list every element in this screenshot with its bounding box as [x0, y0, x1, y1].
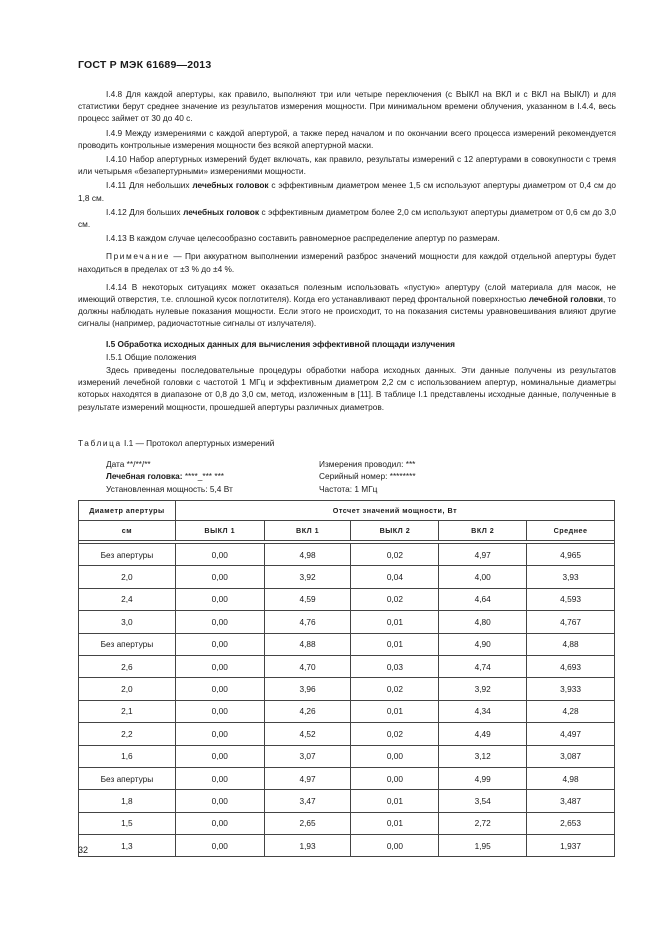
meta-operator: Измерения проводил: ***: [319, 459, 416, 469]
cell-value: 0,02: [351, 544, 439, 566]
cell-value: 4,97: [264, 767, 351, 789]
cell-value: 0,00: [175, 723, 264, 745]
cell-value: 0,03: [351, 655, 439, 677]
cell-value: 0,00: [175, 767, 264, 789]
protocol-meta-left: [106, 458, 233, 495]
cell-value: 4,49: [439, 723, 527, 745]
cell-value: 4,64: [439, 588, 527, 610]
header-readings: Отсчет значений мощности, Вт: [175, 501, 614, 521]
paragraph-i-4-12: [78, 206, 616, 230]
cell-value: 4,97: [439, 544, 527, 566]
cell-value: 3,93: [527, 566, 615, 588]
cell-diameter: Без апертуры: [79, 633, 176, 655]
term-bold: лечебных головок: [183, 206, 259, 217]
paragraph-i-4-11: [78, 179, 616, 203]
cell-value: 4,767: [527, 611, 615, 633]
cell-value: 4,00: [439, 566, 527, 588]
cell-diameter: 1,3: [79, 835, 176, 857]
cell-value: 0,00: [351, 745, 439, 767]
cell-value: 0,00: [175, 678, 264, 700]
cell-value: 0,00: [351, 835, 439, 857]
cell-value: 4,965: [527, 544, 615, 566]
cell-diameter: 2,6: [79, 655, 176, 677]
cell-value: 4,98: [264, 544, 351, 566]
meta-serial: Серийный номер: ********: [319, 471, 416, 482]
cell-value: 0,00: [175, 633, 264, 655]
section-heading: I.5 Обработка исходных данных для вычисления эффективной площади излучения: [106, 338, 455, 349]
text-fragment: I.4.12 Для больших: [106, 206, 184, 217]
cell-value: 3,54: [439, 790, 527, 812]
cell-value: 1,93: [264, 835, 351, 857]
protocol-meta-right: [319, 458, 416, 495]
table-row: [79, 655, 615, 677]
table-body: [79, 544, 615, 857]
paragraph-i-4-13: I.4.13 В каждом случае целесообразно составить равномерное распределение апертур по размерам.: [106, 233, 500, 244]
subsection-heading: I.5.1 Общие положения: [106, 351, 197, 362]
cell-value: 0,00: [175, 835, 264, 857]
cell-diameter: 1,8: [79, 790, 176, 812]
cell-value: 4,693: [527, 655, 615, 677]
cell-value: 0,02: [351, 723, 439, 745]
cell-value: 0,02: [351, 678, 439, 700]
body-text: [78, 88, 616, 415]
cell-value: 0,00: [351, 767, 439, 789]
cell-value: 4,34: [439, 700, 527, 722]
paragraph-i-4-14: [78, 281, 616, 330]
cell-value: 0,01: [351, 812, 439, 834]
cell-value: 0,00: [175, 655, 264, 677]
text-fragment: с эффективным диаметром менее 1,5 см используют апертуры диаметром от 0,4 см до 1,8 см.: [78, 180, 616, 203]
aperture-table: [78, 500, 615, 857]
cell-diameter: 2,0: [79, 678, 176, 700]
table-header-row: [79, 501, 615, 521]
subheader-unit: см: [79, 521, 176, 541]
cell-value: 4,59: [264, 588, 351, 610]
cell-value: 4,74: [439, 655, 527, 677]
meta-power: Установленная мощность: 5,4 Вт: [106, 483, 233, 494]
table-label: Таблица: [78, 438, 122, 448]
meta-frequency: Частота: 1 МГц: [319, 483, 378, 494]
cell-value: 3,96: [264, 678, 351, 700]
cell-value: 0,02: [351, 588, 439, 610]
table-row: [79, 678, 615, 700]
cell-diameter: 2,0: [79, 566, 176, 588]
text-fragment: , то должны наблюдать нулевые показания мощности. Если этого не происходит, то на показания системы уравновешивания влияют другие сигналы (например, радиочастотные сигналы от излучателя).: [78, 294, 616, 329]
cell-value: 4,497: [527, 723, 615, 745]
cell-value: 0,00: [175, 611, 264, 633]
cell-value: 4,76: [264, 611, 351, 633]
cell-value: 4,99: [439, 767, 527, 789]
table-row: [79, 588, 615, 610]
cell-diameter: 2,1: [79, 700, 176, 722]
cell-value: 3,07: [264, 745, 351, 767]
cell-value: 2,653: [527, 812, 615, 834]
cell-value: 1,95: [439, 835, 527, 857]
note-label: Примечание: [106, 251, 171, 262]
cell-value: 4,70: [264, 655, 351, 677]
table-subheader-row: [79, 521, 615, 541]
text-fragment: с эффективным диаметром более 2,0 см используют апертуры диаметром от 0,6 см до 3,0 см.: [78, 206, 617, 230]
term-bold: лечебных головок: [192, 180, 269, 191]
cell-diameter: 2,2: [79, 723, 176, 745]
cell-value: 3,487: [527, 790, 615, 812]
cell-value: 0,04: [351, 566, 439, 588]
subheader-off1: ВЫКЛ 1: [175, 521, 264, 541]
cell-value: 0,01: [351, 790, 439, 812]
table-row: [79, 790, 615, 812]
cell-value: 4,26: [264, 700, 351, 722]
table-row: [79, 633, 615, 655]
cell-value: 0,00: [175, 588, 264, 610]
cell-value: 3,92: [264, 566, 351, 588]
subheader-mean: Среднее: [527, 521, 615, 541]
table-row: [79, 812, 615, 834]
table-row: [79, 544, 615, 566]
cell-value: 4,90: [439, 633, 527, 655]
text-fragment: I.4.11 Для небольших: [106, 180, 193, 191]
document-header: ГОСТ Р МЭК 61689—2013: [78, 59, 212, 71]
table-caption: I.1 — Протокол апертурных измерений: [121, 438, 275, 448]
cell-value: 0,00: [175, 745, 264, 767]
cell-diameter: 3,0: [79, 611, 176, 633]
table-row: [79, 566, 615, 588]
cell-diameter: Без апертуры: [79, 767, 176, 789]
cell-value: 4,593: [527, 588, 615, 610]
table-row: [79, 700, 615, 722]
cell-value: 0,01: [351, 611, 439, 633]
cell-value: 2,65: [264, 812, 351, 834]
cell-value: 0,01: [351, 633, 439, 655]
paragraph-i-4-10: I.4.10 Набор апертурных измерений будет включать, как правило, результаты измерений с 12 апертурами в совокупности с тремя или четырьмя «безапертурными» измерениями мощности.: [78, 154, 616, 177]
table-title: [78, 438, 274, 448]
table-row: [79, 723, 615, 745]
cell-value: 0,01: [351, 700, 439, 722]
table-row: [79, 611, 615, 633]
cell-value: 2,72: [439, 812, 527, 834]
header-diameter: Диаметр апертуры: [79, 501, 176, 521]
cell-value: 3,12: [439, 745, 527, 767]
meta-date: Дата **/**/**: [106, 459, 151, 469]
cell-value: 0,00: [175, 566, 264, 588]
table-row: [79, 835, 615, 857]
meta-head-label: Лечебная головка:: [106, 471, 183, 482]
page-number: 32: [78, 845, 89, 855]
cell-value: 4,28: [527, 700, 615, 722]
subheader-on1: ВКЛ 1: [264, 521, 351, 541]
paragraph-i-4-9: I.4.9 Между измерениями с каждой апертурой, а также перед началом и по окончании всего процесса измерений рекомендуется проводить контрольные измерения мощности без всякой апертурной маски.: [78, 127, 616, 150]
note: [78, 250, 616, 274]
cell-value: 3,933: [527, 678, 615, 700]
meta-head: [106, 470, 233, 482]
subheader-on2: ВКЛ 2: [439, 521, 527, 541]
cell-value: 0,00: [175, 700, 264, 722]
cell-diameter: 1,6: [79, 745, 176, 767]
cell-value: 4,88: [264, 633, 351, 655]
cell-value: 3,47: [264, 790, 351, 812]
subheader-off2: ВЫКЛ 2: [351, 521, 439, 541]
cell-value: 1,937: [527, 835, 615, 857]
table-row: [79, 767, 615, 789]
cell-value: 4,98: [527, 767, 615, 789]
cell-diameter: 2,4: [79, 588, 176, 610]
cell-diameter: 1,5: [79, 812, 176, 834]
term-bold: лечебной головки: [528, 294, 604, 305]
table-row: [79, 745, 615, 767]
cell-value: 4,80: [439, 611, 527, 633]
text-fragment: I.4.14 В некоторых ситуациях может оказаться полезным использовать «пустую» апертуру (слой материала для масок, не имеющий отверстия, т.е. сплошной кусок поглотителя). Когда его устанавливают перед фронтальной поверхностью: [78, 281, 616, 305]
meta-head-value: ****_*** ***: [182, 471, 225, 482]
cell-diameter: Без апертуры: [79, 544, 176, 566]
cell-value: 4,88: [527, 633, 615, 655]
cell-value: 0,00: [175, 790, 264, 812]
cell-value: 0,00: [175, 812, 264, 834]
note-text: — При аккуратном выполнении измерений разброс значений мощности для каждой отдельной апертуры будет находиться в пределах от ±3 % до ±4 %.: [78, 251, 616, 274]
cell-value: 0,00: [175, 544, 264, 566]
cell-value: 3,087: [527, 745, 615, 767]
cell-value: 4,52: [264, 723, 351, 745]
cell-value: 3,92: [439, 678, 527, 700]
paragraph-i-5-1: Здесь приведены последовательные процедуры обработки набора исходных данных. Эти данные получены из результатов измерений лечебной головки с частотой 1 МГц и эффективным диаметром 2,2 см с использованием апертур, номинальные диаметры которых находятся в диапазоне от 0,8 до 3,0 см, метод, изложенным в [11]. В таблице I.1 представлены исходные данные, полученные в результате измерений мощности, прошедшей апертуры различных диаметров.: [78, 365, 616, 412]
paragraph-i-4-8: I.4.8 Для каждой апертуры, как правило, выполняют три или четыре переключения (с ВЫКЛ на ВКЛ и с ВКЛ на ВЫКЛ) и для статистики берут среднее значение из результатов измерения мощности. При минимальном времени облучения, указанном в I.4.4, весь процесс займет от 30 до 40 с.: [78, 89, 616, 124]
